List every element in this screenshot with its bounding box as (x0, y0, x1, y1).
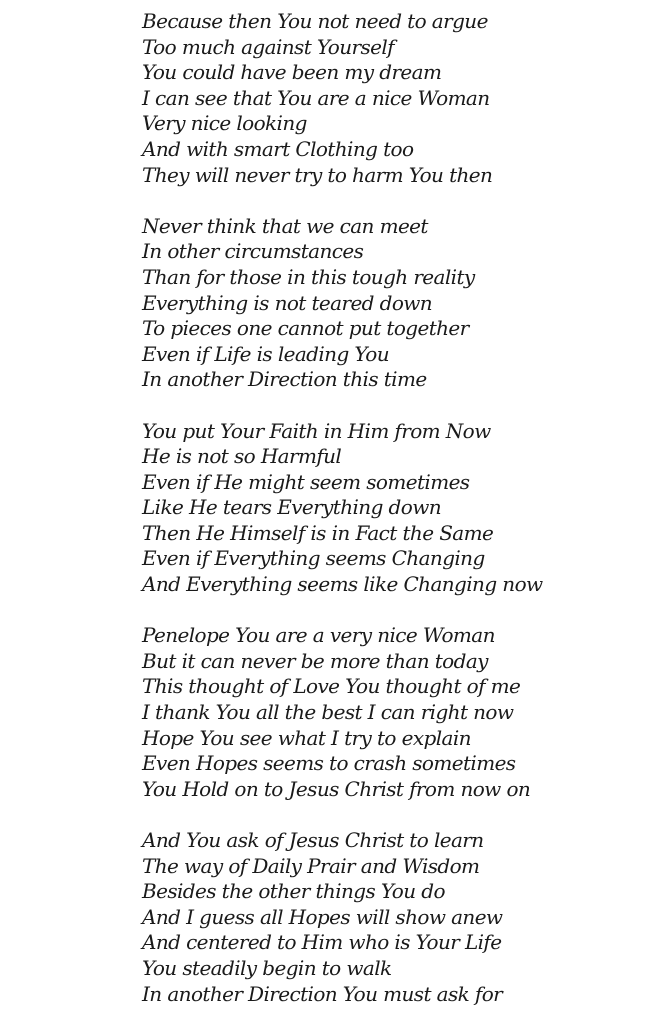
poem-line: In other circumstances (142, 239, 364, 264)
poem-line: And with smart Clothing too (142, 136, 414, 161)
poem-line: Besides the other things You do (142, 879, 445, 904)
poem-line: To pieces one cannot put together (142, 316, 469, 341)
poem-line: This thought of Love You thought of me (142, 674, 521, 699)
poem-line: Like He tears Everything down (142, 495, 441, 520)
poem-line: Penelope You are a very nice Woman (142, 623, 495, 648)
stanza-3 (142, 419, 642, 598)
poem-line: And centered to Him who is Your Life (142, 930, 502, 955)
poem-text (142, 9, 642, 1007)
poem-line: Even Hopes seems to crash sometimes (142, 751, 516, 776)
stanza-5 (142, 828, 642, 1007)
poem-line: Because then You not need to argue (142, 9, 488, 33)
poem-line: And Everything seems like Changing now (142, 572, 543, 597)
poem-line: But it can never be more than today (142, 648, 488, 673)
poem-line: Very nice looking (142, 111, 307, 136)
poem-line: Hope You see what I try to explain (142, 725, 471, 750)
stanza-4 (142, 623, 642, 802)
poem-line: Even if He might seem sometimes (142, 469, 470, 494)
poem-line: They will never try to harm You then (142, 162, 493, 187)
poem-line: And You ask of Jesus Christ to learn (142, 828, 484, 852)
poem-line: Everything is not teared down (142, 290, 433, 315)
poem-line: You steadily begin to walk (142, 955, 392, 980)
poem-line: You Hold on to Jesus Christ from now on (142, 776, 531, 801)
poem-line: And I guess all Hopes will show anew (142, 904, 503, 929)
poem-line: Never think that we can meet (142, 213, 428, 238)
poem-line: Then He Himself is in Fact the Same (142, 520, 494, 545)
poem-line: He is not so Harmful (142, 444, 342, 469)
stanza-1 (142, 9, 642, 188)
poem-line: I thank You all the best I can right now (142, 700, 514, 725)
poem-line: The way of Daily Prair and Wisdom (142, 853, 480, 878)
poem-line: Even if Everything seems Changing (142, 546, 485, 571)
poem-line: You put Your Faith in Him from Now (142, 418, 491, 443)
poem-line: In another Direction this time (142, 367, 427, 392)
poem-line: Than for those in this tough reality (142, 264, 475, 289)
poem-line: I can see that You are a nice Woman (142, 85, 490, 110)
poem-line: Even if Life is leading You (142, 341, 390, 366)
poem-line: In another Direction You must ask for (142, 981, 503, 1006)
poem-line: You could have been my dream (142, 60, 442, 85)
poem-line: Too much against Yourself (142, 34, 394, 59)
stanza-2 (142, 214, 642, 393)
